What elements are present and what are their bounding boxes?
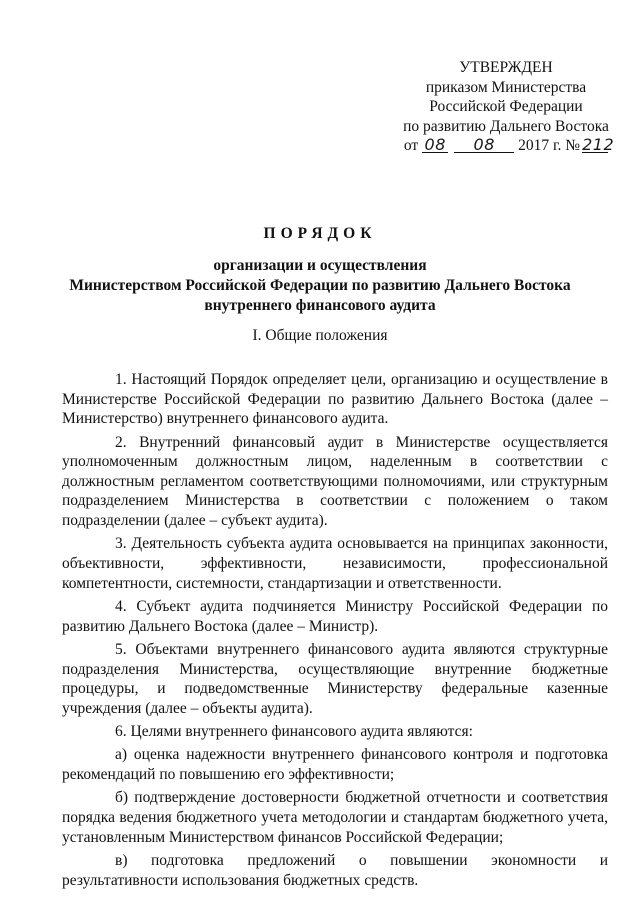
approval-line-country: Российской Федерации	[429, 98, 583, 115]
document-title: ПОРЯДОК	[263, 225, 377, 242]
subtitle-line-1: организации и осуществления	[213, 257, 427, 274]
paragraph-6b: б) подтверждение достоверности бюджетной отчетности и соответствия порядка ведения бюджетного учета методологии и стандартам бюджетного учета, установленным Министерством финансов Российской Федерации;	[62, 789, 608, 846]
handwritten-order-number: 212	[582, 135, 615, 154]
approval-from-label: от	[403, 137, 419, 154]
approval-year-number-label: 2017 г. №	[518, 137, 581, 154]
document-subtitle	[40, 256, 600, 316]
subtitle-line-3: внутреннего финансового аудита	[204, 297, 436, 314]
paragraph-6: 6. Целями внутреннего финансового аудита являются:	[115, 723, 473, 741]
approval-heading: УТВЕРЖДЕН	[459, 59, 553, 76]
approval-date-line	[392, 136, 620, 156]
paragraph-6c: в) подготовка предложений о повышении экономности и результативности использования бюджетных средств.	[62, 852, 608, 889]
approval-line-ministry: по развитию Дальнего Востока	[403, 117, 609, 135]
paragraph-6a: а) оценка надежности внутреннего финансового контроля и подготовка рекомендаций по повышению его эффективности;	[62, 746, 608, 784]
paragraph-5: 5. Объектами внутреннего финансового аудита являются структурные подразделения Министерства, осуществляющие внутренние бюджетные процедуры, и подведомственные Министерству федеральные казенные учреждения (далее – объекты аудита).	[62, 640, 608, 717]
paragraph-4: 4. Субъект аудита подчиняется Министру Российской Федерации по развитию Дальнего Востока (далее – Министр).	[62, 597, 608, 635]
document-body	[62, 370, 608, 894]
paragraph-2: 2. Внутренний финансовый аудит в Министерстве осуществляется уполномоченным должностным лицом, наделенным в соответствии с должностным регламентом соответствующими полномочиями, или структурным подразделением Министерства в соответствии с положением о таком подразделении (далее – субъект аудита).	[62, 433, 608, 529]
document-title-block	[40, 224, 600, 316]
handwritten-month: 08	[454, 138, 514, 153]
handwritten-day: 08	[422, 138, 448, 153]
approval-line-order: приказом Министерства	[425, 78, 587, 96]
paragraph-1: 1. Настоящий Порядок определяет цели, организацию и осуществление в Министерстве Российской Федерации по развитию Дальнего Востока (далее – Министерство) внутреннего финансового аудита.	[62, 371, 608, 428]
paragraph-3: 3. Деятельность субъекта аудита основывается на принципах законности, объективности, эффективности, независимости, профессиональной компетентности, системности, стандартизации и ответственности.	[62, 535, 608, 592]
subtitle-line-2: Министерством Российской Федерации по развитию Дальнего Востока	[69, 277, 571, 294]
approval-stamp-block	[392, 58, 620, 156]
section-heading: I. Общие положения	[252, 327, 388, 344]
